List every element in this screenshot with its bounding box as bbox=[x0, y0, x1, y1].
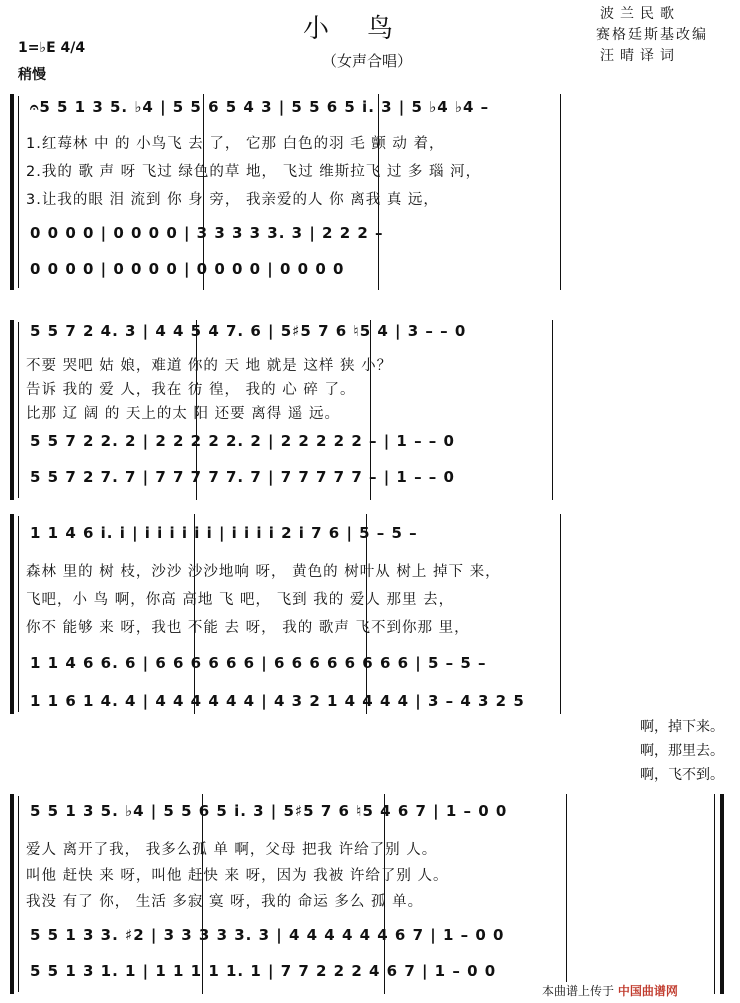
lyric-verse-1: 爱人 离开了我， 我多么孤 单 啊，父母 把我 许给了别 人。 bbox=[26, 842, 438, 858]
melody-notes: 5 5 7 2 4. 3 | 4 4 5 4 7. 6 | 5♯5 7 6 ♮5 4 | 3 – – 0 bbox=[30, 322, 467, 340]
system-bracket bbox=[10, 514, 18, 714]
final-barline-thick bbox=[720, 794, 724, 994]
system-brace-line bbox=[18, 796, 20, 992]
lyric-verse-1: 不要 哭吧 姑 娘，难道 你的 天 地 就是 这样 狭 小？ bbox=[26, 358, 393, 374]
lyric-verse-1: 森林 里的 树 枝，沙沙 沙沙地响 呀， 黄色的 树叶从 树上 掉下 来， bbox=[26, 564, 501, 580]
lyric-verse-3: 比那 辽 阔 的 天上的太 阳 还要 离得 遥 远。 bbox=[26, 406, 340, 422]
alto-notes: 5 5 1 3 3. ♯2 | 3 3 3 3 3. 3 | 4 4 4 4 4 4 6 7 | 1 – 0 0 bbox=[30, 926, 505, 944]
lyric-verse-3: 我没 有了 你， 生活 多寂 寞 呀，我的 命运 多么 孤 单。 bbox=[26, 894, 424, 910]
credit-arranger: 赛格廷斯基改编 bbox=[596, 27, 708, 43]
score-system-1 bbox=[10, 92, 732, 292]
barline bbox=[560, 94, 561, 290]
system-bracket bbox=[10, 94, 18, 290]
lyric-verse-2: 叫他 赶快 来 呀，叫他 赶快 来 呀，因为 我被 许给了别 人。 bbox=[26, 868, 449, 884]
melody-notes: 𝄐5 5 1 3 5. ♭4 | 5 5 6 5 4 3 | 5 5 6 5 i. 3 | 5 ♭4 ♭4 – bbox=[30, 98, 490, 116]
bass-notes: 0 0 0 0 | 0 0 0 0 | 0 0 0 0 | 0 0 0 0 bbox=[30, 260, 345, 278]
lyric-verse-1: 1.红莓林 中 的 小鸟飞 去 了， 它那 白色的羽 毛 颤 动 着， bbox=[26, 136, 445, 152]
barline bbox=[560, 514, 561, 714]
upload-footer bbox=[540, 982, 680, 999]
score-title: 小鸟 bbox=[303, 14, 432, 44]
barline bbox=[366, 514, 367, 714]
system-bracket bbox=[10, 794, 18, 994]
final-barline-thin bbox=[714, 794, 715, 994]
site-name: 中国曲谱网 bbox=[617, 984, 678, 998]
system-bracket bbox=[10, 320, 18, 500]
bass-notes: 1 1 6 1 4. 4 | 4 4 4 4 4 4 | 4 3 2 1 4 4 4 4 | 3 – 4 3 2 5 bbox=[30, 692, 525, 710]
credit-lyricist: 汪晴译词 bbox=[600, 48, 680, 64]
barline bbox=[566, 794, 567, 994]
bass-notes: 5 5 1 3 1. 1 | 1 1 1 1 1. 1 | 7 7 2 2 2 4 6 7 | 1 – 0 0 bbox=[30, 962, 497, 980]
bass-notes: 5 5 7 2 7. 7 | 7 7 7 7 7. 7 | 7 7 7 7 7 – | 1 – – 0 bbox=[30, 468, 455, 486]
score-system-4 bbox=[10, 792, 732, 998]
lyric-verse-3: 你不 能够 来 呀，我也 不能 去 呀， 我的 歌声 飞不到你那 里， bbox=[26, 620, 470, 636]
score-system-3 bbox=[10, 512, 732, 718]
system-brace-line bbox=[18, 96, 20, 288]
credit-origin: 波兰民歌 bbox=[600, 6, 680, 22]
alto-notes: 0 0 0 0 | 0 0 0 0 | 3 3 3 3 3. 3 | 2 2 2 – bbox=[30, 224, 384, 242]
alto-notes: 5 5 7 2 2. 2 | 2 2 2 2 2. 2 | 2 2 2 2 2 – | 1 – – 0 bbox=[30, 432, 455, 450]
system-brace-line bbox=[18, 516, 20, 712]
key-signature: 1=♭E 4/4 bbox=[18, 40, 86, 56]
lyric-verse-2: 告诉 我的 爱 人，我在 彷 徨， 我的 心 碎 了。 bbox=[26, 382, 356, 398]
barline bbox=[194, 514, 195, 714]
ending-lyric-3: 啊，飞不到。 bbox=[640, 767, 724, 783]
tempo-marking: 稍慢 bbox=[18, 67, 46, 83]
melody-notes: 5 5 1 3 5. ♭4 | 5 5 6 5 i. 3 | 5♯5 7 6 ♮5 4 6 7 | 1 – 0 0 bbox=[30, 802, 508, 820]
lyric-verse-2: 飞吧，小 鸟 啊，你高 高地 飞 吧， 飞到 我的 爱人 那里 去， bbox=[26, 592, 455, 608]
upload-text: 本曲谱上传于 bbox=[542, 984, 615, 998]
score-subtitle: （女声合唱） bbox=[322, 52, 413, 70]
lyric-verse-3: 3.让我的眼 泪 流到 你 身 旁， 我亲爱的人 你 离我 真 远， bbox=[26, 192, 439, 208]
system-brace-line bbox=[18, 322, 20, 498]
ending-lyric-1: 啊，掉下来。 bbox=[640, 719, 724, 735]
melody-notes: 1 1 4 6 i. i | i i i i i i | i i i i 2 i 7 6 | 5 – 5 – bbox=[30, 524, 418, 542]
ending-lyric-2: 啊，那里去。 bbox=[640, 743, 724, 759]
alto-notes: 1 1 4 6 6. 6 | 6 6 6 6 6 6 | 6 6 6 6 6 6 6 6 | 5 – 5 – bbox=[30, 654, 487, 672]
score-system-2 bbox=[10, 318, 732, 504]
lyric-verse-2: 2.我的 歌 声 呀 飞过 绿色的草 地， 飞过 维斯拉飞 过 多 瑙 河， bbox=[26, 164, 482, 180]
barline bbox=[552, 320, 553, 500]
